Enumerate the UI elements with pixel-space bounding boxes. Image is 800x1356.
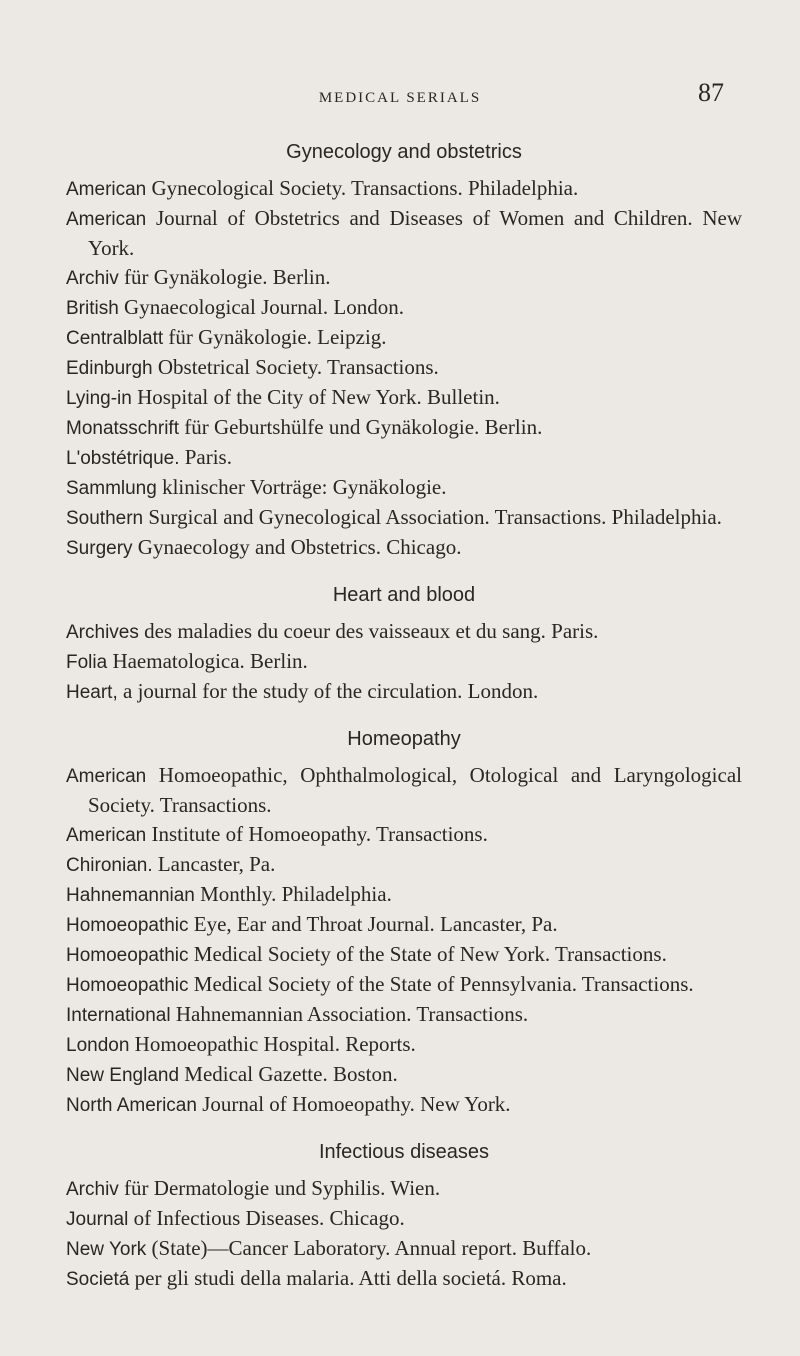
entry-lead-word: Archives	[66, 622, 139, 643]
entry-lead-word: L'obstétrique.	[66, 448, 180, 469]
entry-text: Surgical and Gynecological Association. Transactions. Philadelphia.	[148, 505, 722, 529]
serial-entry	[66, 761, 742, 820]
serial-entry	[66, 323, 742, 353]
entry-text: Institute of Homoeopathy. Transactions.	[151, 822, 488, 846]
entry-lead-word: British	[66, 298, 119, 319]
entry-lead-word: Heart,	[66, 682, 118, 703]
entry-lead-word: Homoeopathic	[66, 975, 189, 996]
entry-text: Lancaster, Pa.	[157, 852, 276, 876]
serial-entry	[66, 293, 742, 323]
serial-entry	[66, 850, 742, 880]
entry-lead-word: Edinburgh	[66, 358, 153, 379]
entry-text: Obstetrical Society. Transactions.	[157, 355, 439, 379]
entry-text: Paris.	[184, 445, 232, 469]
entry-text: a journal for the study of the circulation. London.	[123, 679, 539, 703]
entry-lead-word: New York	[66, 1239, 147, 1260]
entry-text: Journal of Obstetrics and Diseases of Women and Children. New York.	[88, 206, 742, 260]
entry-lead-word: American	[66, 825, 147, 846]
serial-entry	[66, 204, 742, 263]
serial-entry	[66, 1174, 742, 1204]
entry-text: für Geburtshülfe und Gynäkologie. Berlin.	[184, 415, 543, 439]
entry-text: Gynecological Society. Transactions. Philadelphia.	[151, 176, 579, 200]
entry-text: Hahnemannian Association. Transactions.	[175, 1002, 529, 1026]
entry-text: Homoeopathic Hospital. Reports.	[134, 1032, 416, 1056]
section	[66, 725, 742, 1120]
entry-text: Medical Gazette. Boston.	[184, 1062, 398, 1086]
entry-text: für Dermatologie und Syphilis. Wien.	[124, 1176, 441, 1200]
entry-lead-word: Southern	[66, 508, 144, 529]
entry-lead-word: New England	[66, 1065, 180, 1086]
serial-entry	[66, 413, 742, 443]
entry-text: Journal of Homoeopathy. New York.	[202, 1092, 511, 1116]
serial-entry	[66, 970, 742, 1000]
entry-lead-word: Centralblatt	[66, 328, 164, 349]
entry-lead-word: Archiv	[66, 268, 119, 289]
serials-list	[66, 138, 742, 1294]
serial-entry	[66, 174, 742, 204]
serial-entry	[66, 617, 742, 647]
serial-entry	[66, 503, 742, 533]
serial-entry	[66, 1000, 742, 1030]
serial-entry	[66, 880, 742, 910]
entry-text: Medical Society of the State of Pennsylvania. Transactions.	[193, 972, 694, 996]
entry-text: Gynaecological Journal. London.	[124, 295, 404, 319]
serial-entry	[66, 263, 742, 293]
serial-entry	[66, 383, 742, 413]
serial-entry	[66, 910, 742, 940]
section-title: Infectious diseases	[318, 1141, 490, 1163]
entry-lead-word: Lying-in	[66, 388, 132, 409]
entry-lead-word: Folia	[66, 652, 108, 673]
entry-lead-word: Archiv	[66, 1179, 119, 1200]
entry-lead-word: American	[66, 179, 147, 200]
serial-entry	[66, 1060, 742, 1090]
entry-text: Haematologica. Berlin.	[112, 649, 308, 673]
serial-entry	[66, 1234, 742, 1264]
serial-entry	[66, 1030, 742, 1060]
entry-lead-word: Homoeopathic	[66, 915, 189, 936]
serial-entry	[66, 647, 742, 677]
entry-lead-word: International	[66, 1005, 171, 1026]
entry-text: für Gynäkologie. Leipzig.	[168, 325, 387, 349]
section	[66, 138, 742, 563]
entry-text: (State)—Cancer Laboratory. Annual report. Buffalo.	[151, 1236, 592, 1260]
serial-entry	[66, 940, 742, 970]
serial-entry	[66, 443, 742, 473]
entry-text: per gli studi della malaria. Atti della societá. Roma.	[134, 1266, 567, 1290]
serial-entry	[66, 1264, 742, 1294]
entry-text: Hospital of the City of New York. Bulletin.	[137, 385, 500, 409]
entry-text: Monthly. Philadelphia.	[200, 882, 392, 906]
entry-text: Eye, Ear and Throat Journal. Lancaster, Pa.	[193, 912, 558, 936]
section	[66, 1138, 742, 1294]
entry-lead-word: North American	[66, 1095, 197, 1116]
entry-lead-word: London	[66, 1035, 130, 1056]
serial-entry	[66, 473, 742, 503]
entry-lead-word: Hahnemannian	[66, 885, 195, 906]
section-title: Heart and blood	[332, 584, 476, 606]
entry-text: des maladies du coeur des vaisseaux et du sang. Paris.	[144, 619, 599, 643]
section-title: Homeopathy	[347, 728, 461, 750]
entry-lead-word: American	[66, 209, 147, 230]
entry-lead-word: American	[66, 766, 147, 787]
section-title: Gynecology and obstetrics	[286, 141, 522, 163]
entry-text: Homoeopathic, Ophthalmological, Otological and Laryngological Society. Transactions.	[88, 763, 742, 817]
page-number: 87	[698, 78, 724, 107]
serial-entry	[66, 1204, 742, 1234]
serial-entry	[66, 353, 742, 383]
entry-lead-word: Monatsschrift	[66, 418, 179, 439]
entry-lead-word: Surgery	[66, 538, 133, 559]
entry-lead-word: Societá	[66, 1269, 130, 1290]
entry-lead-word: Chironian.	[66, 855, 153, 876]
serial-entry	[66, 820, 742, 850]
serial-entry	[66, 1090, 742, 1120]
entry-text: klinischer Vorträge: Gynäkologie.	[162, 475, 447, 499]
serial-entry	[66, 533, 742, 563]
entry-lead-word: Homoeopathic	[66, 945, 189, 966]
entry-text: für Gynäkologie. Berlin.	[124, 265, 331, 289]
entry-lead-word: Journal	[66, 1209, 129, 1230]
entry-text: Medical Society of the State of New York. Transactions.	[193, 942, 667, 966]
entry-text: of Infectious Diseases. Chicago.	[133, 1206, 405, 1230]
running-head: MEDICAL SERIALS	[318, 90, 482, 106]
serial-entry	[66, 677, 742, 707]
section	[66, 581, 742, 707]
entry-text: Gynaecology and Obstetrics. Chicago.	[137, 535, 462, 559]
entry-lead-word: Sammlung	[66, 478, 157, 499]
